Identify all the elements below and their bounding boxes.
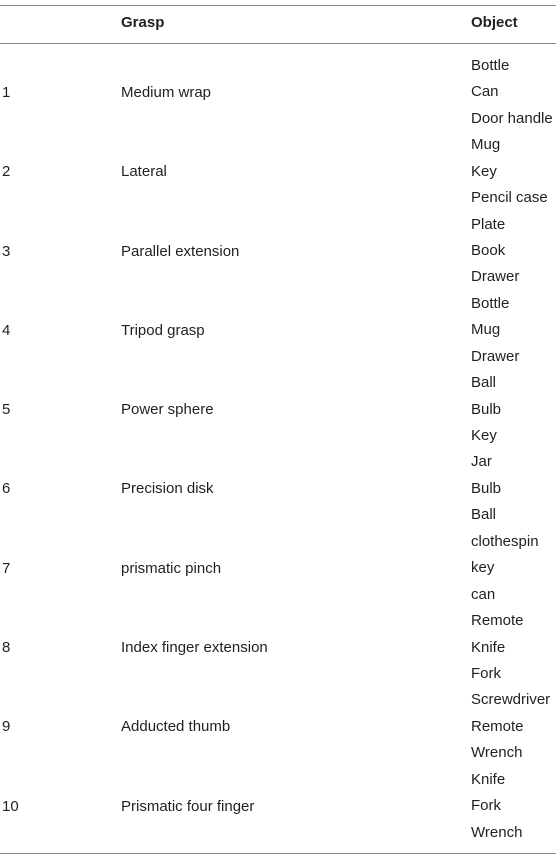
object-item: Can [471,83,499,101]
column-header-grasp: Grasp [121,14,165,31]
row-number: 10 [2,797,19,815]
object-item: Key [471,162,497,180]
table-row [0,53,556,132]
table-row [0,132,556,211]
object-item: Bottle [471,294,510,312]
object-item: Knife [471,638,506,656]
object-item: Wrench [471,823,523,841]
row-number: 3 [2,242,11,260]
table-top-rule [0,5,556,6]
grasp-name: Index finger extension [121,639,268,657]
object-item: Key [471,427,497,445]
object-item: Bulb [471,400,502,418]
object-item: Mug [471,136,501,154]
object-list [471,53,553,132]
row-number: 2 [2,163,11,181]
row-number: 1 [2,84,11,101]
grasp-name: Medium wrap [121,84,212,101]
grasp-name: Adducted thumb [121,718,231,736]
object-item: Bottle [471,57,510,74]
object-list [471,687,550,766]
object-list [471,608,524,687]
object-list [471,212,519,291]
table-row [0,291,556,370]
object-item: Ball [471,506,497,524]
grasp-name: Tripod grasp [121,321,205,339]
object-item: Remote [471,612,524,630]
table-row [0,449,556,528]
row-number: 6 [2,480,11,498]
grasp-name: Parallel extension [121,242,240,260]
column-header-object: Object [471,14,518,31]
object-list [471,449,501,528]
table-row [0,212,556,291]
row-number: 8 [2,639,11,657]
row-number: 4 [2,321,11,339]
object-item: Drawer [471,347,520,365]
object-item: Drawer [471,268,520,286]
object-item: Fork [471,797,501,815]
object-list [471,132,548,211]
object-item: Mug [471,321,501,339]
table-row [0,529,556,608]
object-item: Fork [471,664,501,682]
object-item: Door handle [471,109,553,127]
grasp-name: Power sphere [121,401,214,419]
grasp-name: Precision disk [121,480,214,498]
object-item: Book [471,242,506,260]
object-item: can [471,585,496,603]
table-body [0,53,556,846]
object-item: Bulb [471,479,502,497]
object-item: Remote [471,717,524,735]
grasp-name: prismatic pinch [121,559,222,577]
object-item: Knife [471,770,506,788]
table-header-rule [0,43,556,44]
object-item: key [471,559,495,577]
object-list [471,291,519,370]
row-number: 9 [2,718,11,736]
object-item: Ball [471,374,497,392]
table-row [0,608,556,687]
table-bottom-rule [0,853,556,854]
object-item: Pencil case [471,189,548,207]
grasp-name: Prismatic four finger [121,797,255,815]
table-row [0,767,556,846]
table-row [0,687,556,766]
object-list [471,767,522,846]
row-number: 7 [2,559,11,577]
object-list [471,370,501,449]
grasp-name: Lateral [121,163,167,181]
object-list [471,529,539,608]
object-item: Plate [471,215,506,233]
object-item: Wrench [471,744,523,762]
object-item: Jar [471,453,492,471]
object-item: clothespin [471,532,539,550]
table-row [0,370,556,449]
object-item: Screwdriver [471,691,551,709]
row-number: 5 [2,401,11,419]
